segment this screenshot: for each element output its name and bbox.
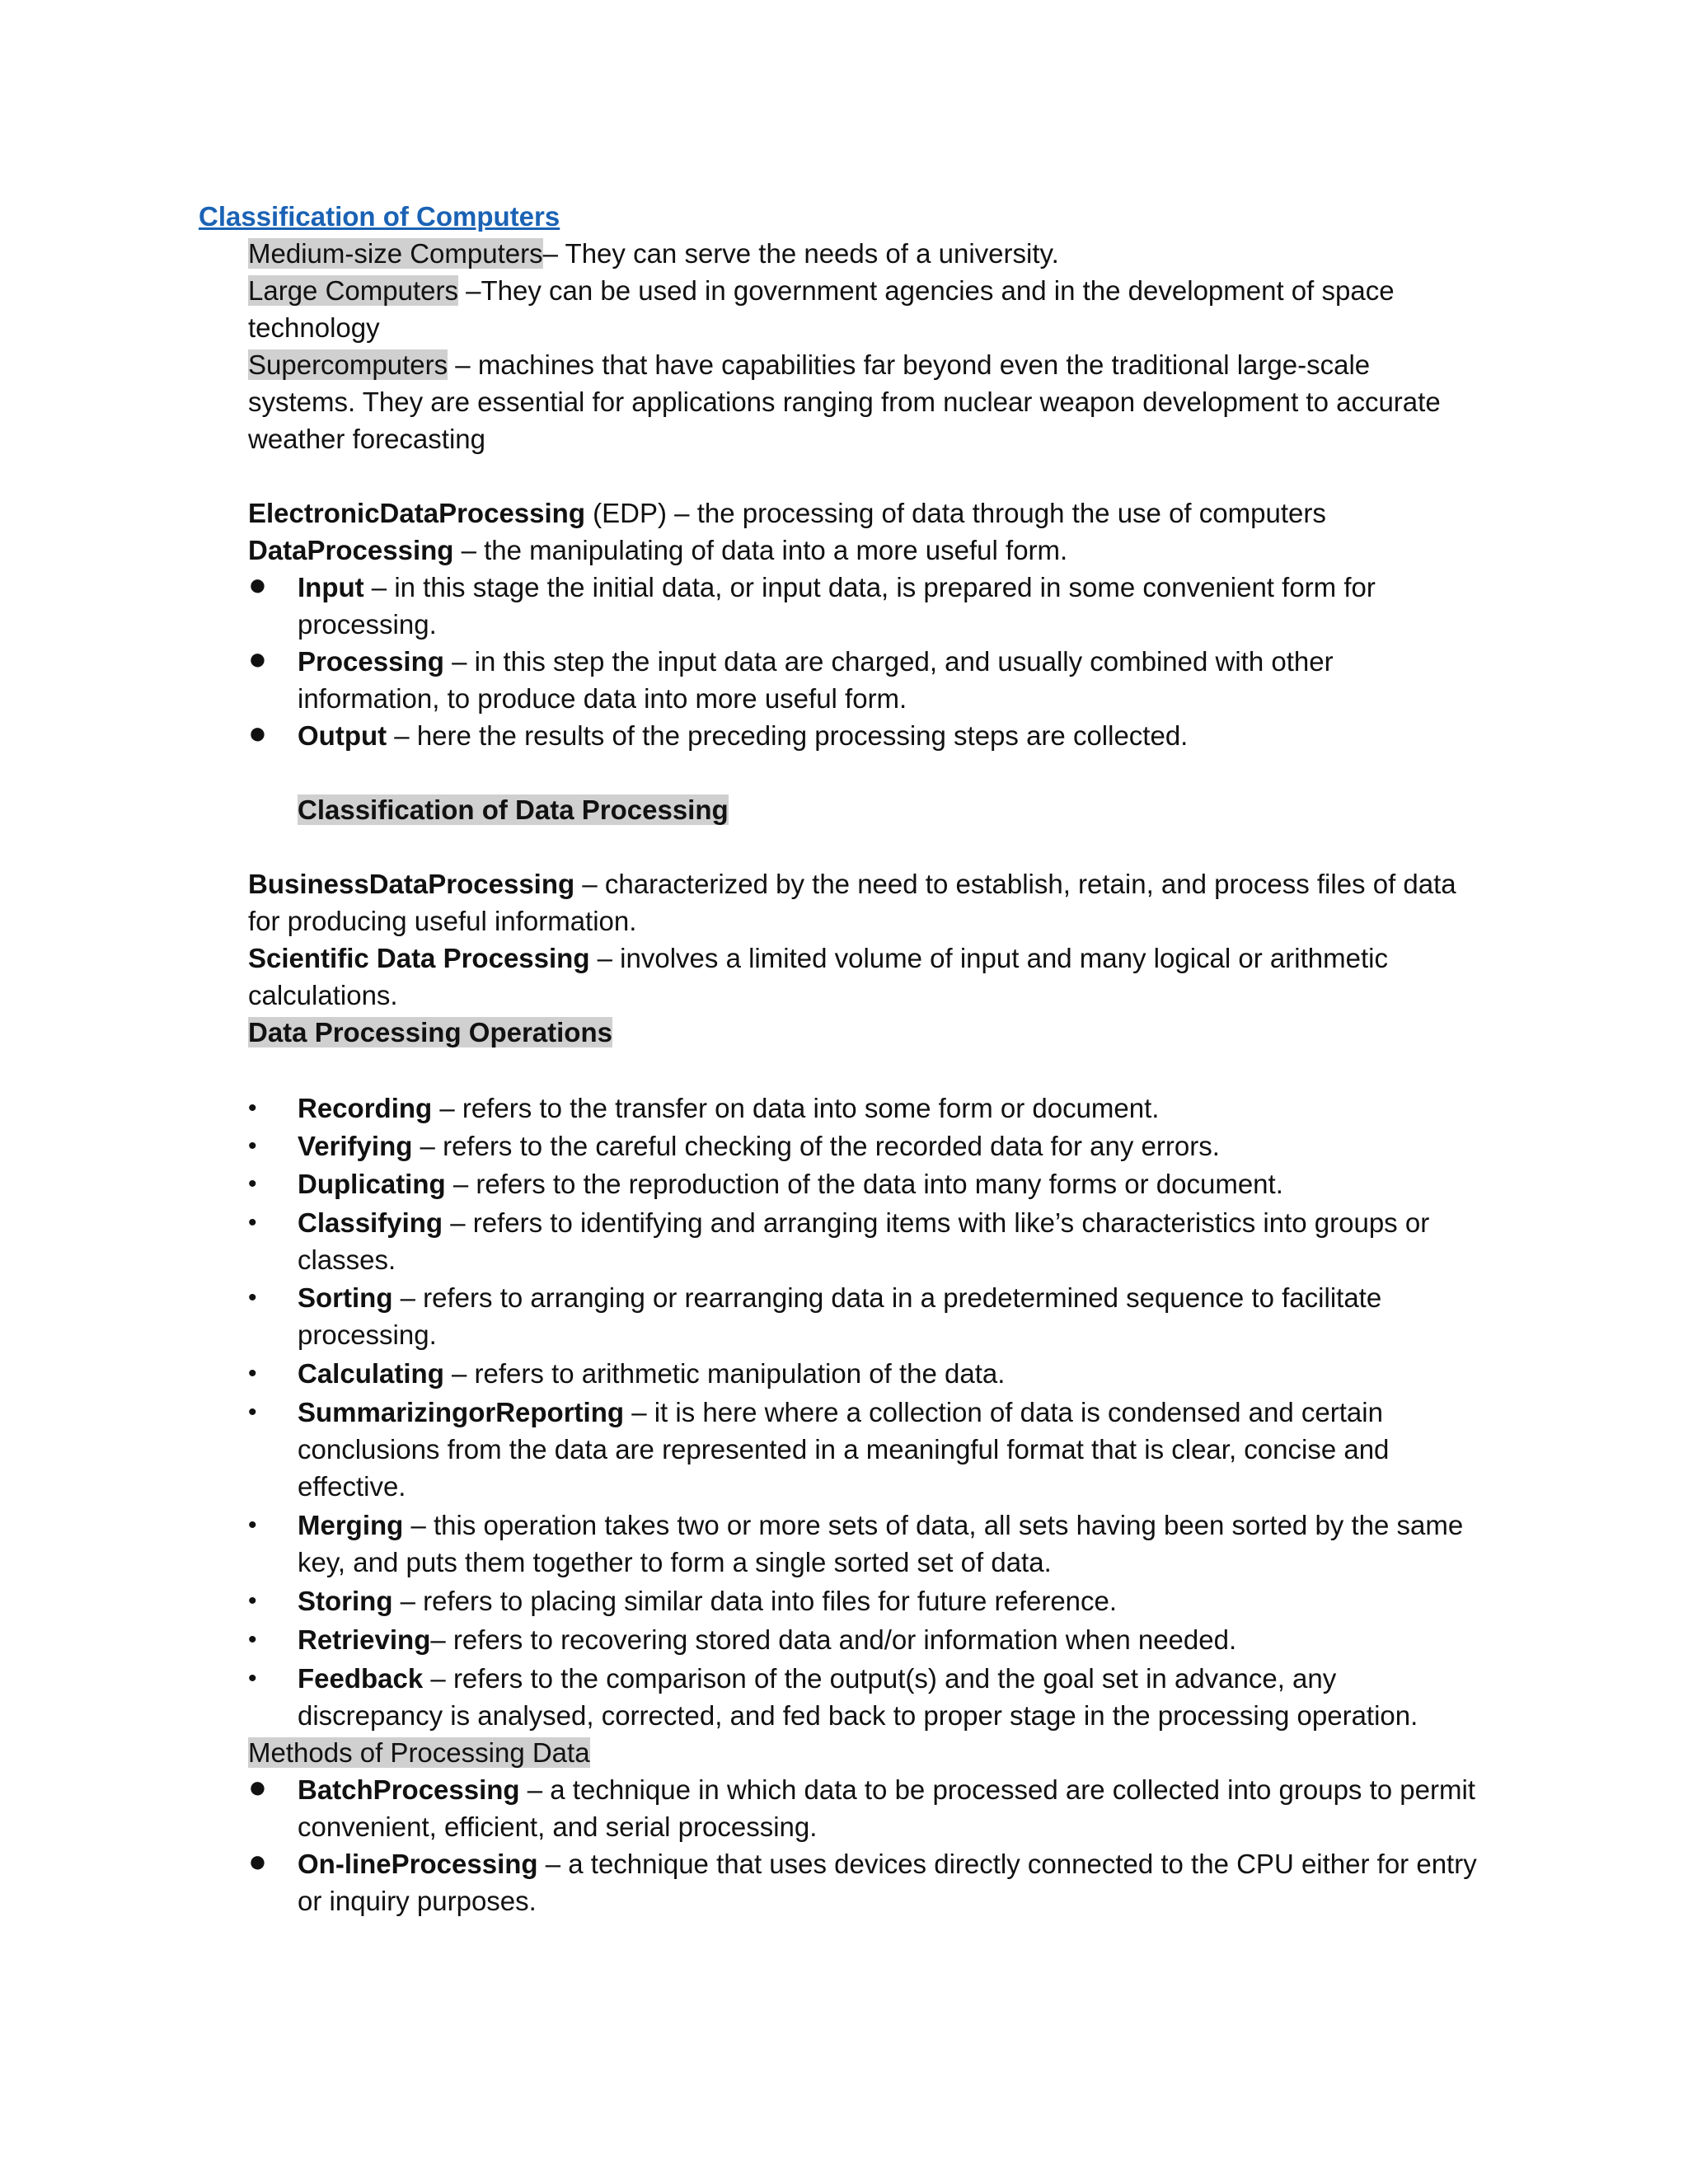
subheading-methods-text: Methods of Processing Data (248, 1737, 590, 1768)
paragraph-business-cont: for producing useful information. (248, 906, 637, 936)
bullet-icon: ● (248, 642, 267, 677)
term-batch: BatchProcessing (298, 1774, 520, 1805)
desc-super: – machines that have capabilities far beyond even the traditional large-scale (448, 349, 1371, 380)
desc-medium-size: – They can serve the needs of a university. (542, 238, 1059, 269)
list-item-summarizing (298, 1394, 1383, 1431)
term-online: On-lineProcessing (298, 1849, 538, 1879)
subheading-methods (248, 1735, 590, 1771)
list-item-input (298, 569, 1376, 606)
desc-scientific: – involves a limited volume of input and many logical or arithmetic (589, 943, 1388, 973)
desc-classifying: – refers to identifying and arranging items with like’s characteristics into groups or (443, 1207, 1430, 1238)
list-item-recording (298, 1090, 1159, 1127)
list-item-summarizing-cont2: effective. (298, 1471, 406, 1502)
term-edp: ElectronicDataProcessing (248, 498, 585, 528)
list-item-sorting-cont: processing. (298, 1319, 437, 1350)
subheading-classification-text: Classification of Data Processing (298, 794, 729, 825)
list-item-input-cont: processing. (298, 609, 437, 640)
bullet-icon: • (248, 1399, 257, 1426)
list-item-sorting (298, 1280, 1381, 1316)
desc-edp: (EDP) – the processing of data through the use of computers (585, 498, 1326, 528)
list-item-summarizing-cont: conclusions from the data are represented in a meaningful format that is clear, concise and (298, 1434, 1390, 1465)
list-item-classifying (298, 1205, 1429, 1241)
term-duplicating: Duplicating (298, 1169, 446, 1199)
term-retrieving: Retrieving (298, 1624, 431, 1655)
paragraph-scientific-cont: calculations. (248, 980, 398, 1010)
term-feedback: Feedback (298, 1663, 424, 1694)
desc-calculating: – refers to arithmetic manipulation of the data. (443, 1358, 1006, 1389)
term-storing: Storing (298, 1586, 393, 1616)
paragraph-edp (248, 495, 1326, 532)
list-item-online-cont: or inquiry purposes. (298, 1886, 537, 1916)
term-recording: Recording (298, 1093, 433, 1123)
section-heading-link[interactable]: Classification of Computers (199, 201, 560, 232)
bullet-icon: • (248, 1170, 257, 1197)
list-item-batch-cont: convenient, efficient, and serial processing. (298, 1811, 818, 1842)
term-sorting: Sorting (298, 1282, 393, 1313)
term-super: Supercomputers (248, 349, 448, 380)
term-merging: Merging (298, 1510, 404, 1540)
term-business: BusinessDataProcessing (248, 869, 575, 899)
bullet-icon: ● (248, 716, 267, 751)
desc-large: –They can be used in government agencies and in the development of space (457, 275, 1395, 306)
desc-summarizing: – it is here where a collection of data is condensed and certain (624, 1397, 1383, 1427)
bullet-icon: • (248, 1587, 257, 1615)
paragraph-large (248, 273, 1395, 309)
term-medium-size: Medium-size Computers (248, 238, 543, 269)
term-large: Large Computers (248, 275, 458, 306)
bullet-icon: • (248, 1132, 257, 1160)
desc-input: – in this stage the initial data, or input data, is prepared in some convenient form for (363, 572, 1376, 602)
subheading-classification (298, 792, 729, 828)
list-item-retrieving (298, 1622, 1236, 1658)
term-dp: DataProcessing (248, 535, 454, 565)
term-input: Input (298, 572, 364, 602)
paragraph-super-cont2: weather forecasting (248, 424, 485, 454)
desc-retrieving: – refers to recovering stored data and/or information when needed. (430, 1624, 1237, 1655)
paragraph-scientific (248, 940, 1388, 977)
bullet-icon: • (248, 1511, 257, 1539)
bullet-icon: • (248, 1665, 257, 1692)
bullet-icon: ● (248, 1770, 267, 1805)
bullet-icon: • (248, 1360, 257, 1387)
paragraph-dp (248, 532, 1067, 569)
term-classifying: Classifying (298, 1207, 443, 1238)
term-output: Output (298, 720, 387, 751)
term-scientific: Scientific Data Processing (248, 943, 590, 973)
desc-recording: – refers to the transfer on data into some form or document. (432, 1093, 1160, 1123)
paragraph-business (248, 866, 1456, 902)
paragraph-super-cont1: systems. They are essential for applications ranging from nuclear weapon development to accurate (248, 387, 1441, 417)
desc-feedback: – refers to the comparison of the output(s) and the goal set in advance, any (423, 1663, 1337, 1694)
list-item-processing-cont: information, to produce data into more useful form. (298, 683, 907, 714)
desc-business: – characterized by the need to establish, retain, and process files of data (574, 869, 1456, 899)
paragraph-super (248, 347, 1370, 383)
bullet-icon: • (248, 1209, 257, 1236)
desc-dp: – the manipulating of data into a more useful form. (453, 535, 1068, 565)
bullet-icon: • (248, 1094, 257, 1122)
subheading-operations (248, 1015, 612, 1051)
paragraph-large-cont: technology (248, 312, 380, 343)
desc-sorting: – refers to arranging or rearranging data in a predetermined sequence to facilitate (392, 1282, 1382, 1313)
desc-output: – here the results of the preceding processing steps are collected. (387, 720, 1189, 751)
bullet-icon: • (248, 1284, 257, 1311)
list-item-storing (298, 1583, 1117, 1619)
list-item-calculating (298, 1356, 1005, 1392)
desc-verifying: – refers to the careful checking of the recorded data for any errors. (412, 1131, 1220, 1161)
subheading-operations-text: Data Processing Operations (248, 1017, 612, 1047)
desc-merging: – this operation takes two or more sets of data, all sets having been sorted by the same (403, 1510, 1464, 1540)
desc-storing: – refers to placing similar data into files for future reference. (392, 1586, 1118, 1616)
list-item-output (298, 718, 1188, 754)
list-item-feedback (298, 1661, 1336, 1697)
term-summarizing: SummarizingorReporting (298, 1397, 625, 1427)
term-processing: Processing (298, 646, 444, 677)
bullet-icon: • (248, 1626, 257, 1653)
list-item-verifying (298, 1128, 1220, 1165)
paragraph-medium-size (248, 236, 1059, 272)
desc-online: – a technique that uses devices directly connected to the CPU either for entry (537, 1849, 1477, 1879)
term-calculating: Calculating (298, 1358, 444, 1389)
bullet-icon: ● (248, 1844, 267, 1879)
list-item-classifying-cont: classes. (298, 1244, 396, 1275)
list-item-processing (298, 644, 1334, 680)
desc-processing: – in this step the input data are charged, and usually combined with other (443, 646, 1334, 677)
list-item-duplicating (298, 1166, 1283, 1202)
list-item-online (298, 1846, 1477, 1882)
desc-duplicating: – refers to the reproduction of the data into many forms or document. (445, 1169, 1283, 1199)
term-verifying: Verifying (298, 1131, 413, 1161)
list-item-feedback-cont: discrepancy is analysed, corrected, and fed back to proper stage in the processing operation. (298, 1700, 1418, 1731)
list-item-batch (298, 1772, 1475, 1808)
list-item-merging (298, 1507, 1463, 1544)
desc-batch: – a technique in which data to be processed are collected into groups to permit (519, 1774, 1475, 1805)
list-item-merging-cont: key, and puts them together to form a single sorted set of data. (298, 1547, 1052, 1577)
bullet-icon: ● (248, 568, 267, 602)
